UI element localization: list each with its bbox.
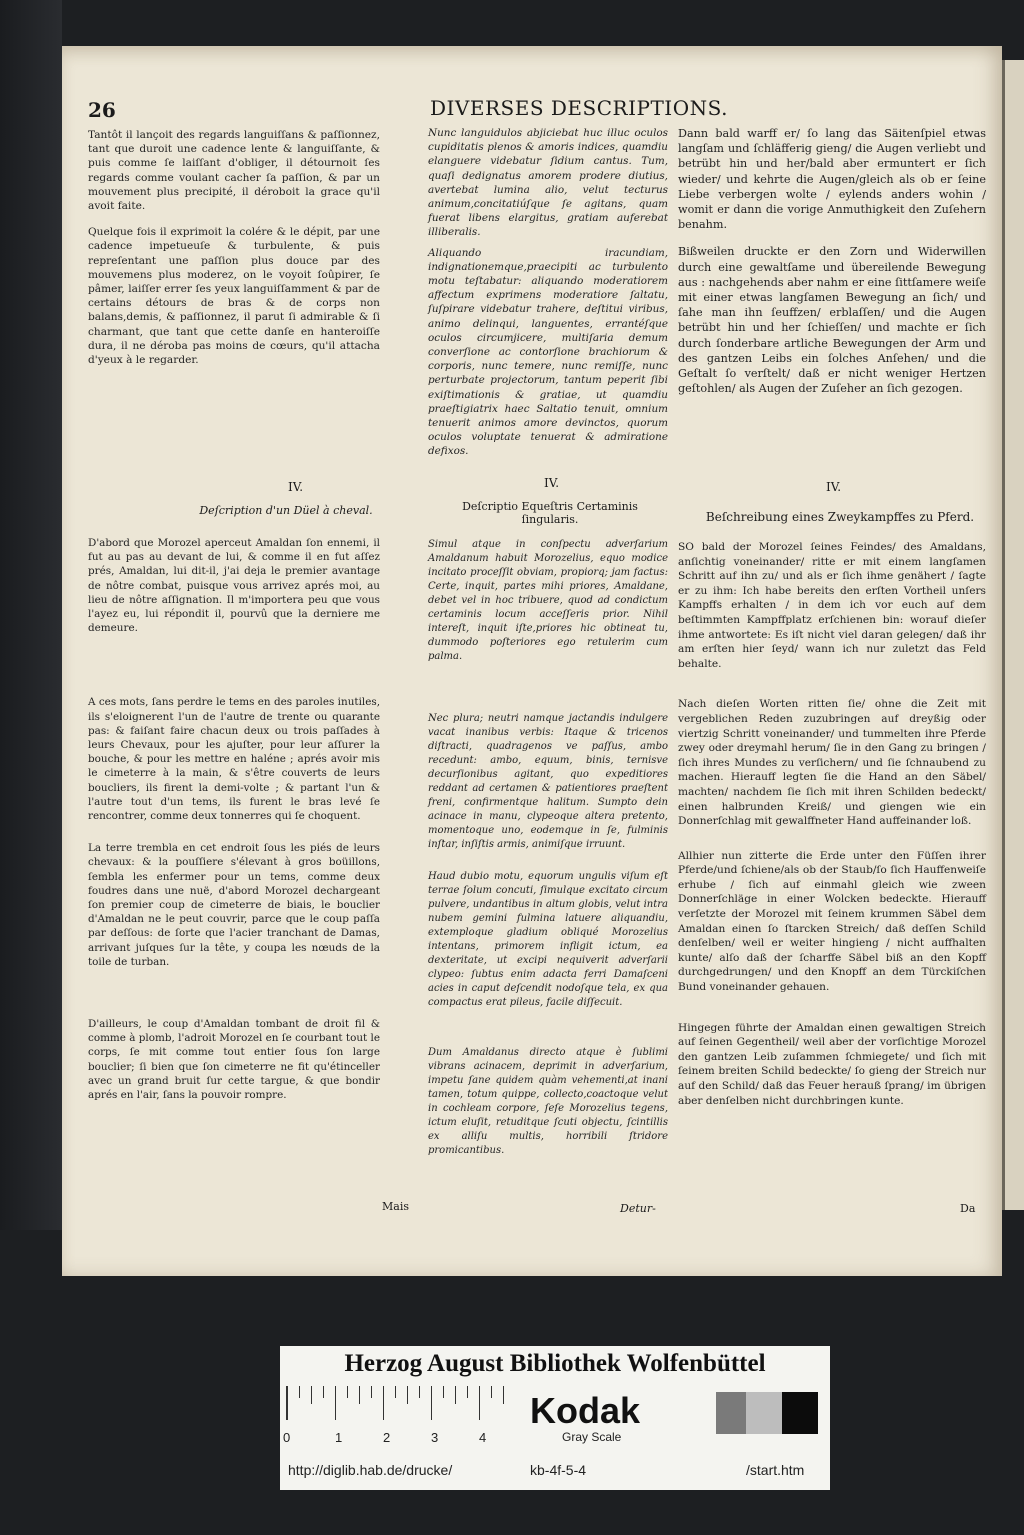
paragraph: D'ailleurs, le coup d'Amaldan tombant de droit fil & comme à plomb, l'adroit Morozel en ſe courbant tout le corps, ſe mit comme tout entier ſous ſon large bouclier; ſi bien que ſon cimeterre ne fit qu'étinceller avec un grand bruit ſur cette targue, & que bondir aprés en l'air, ſans la pouvoir rompre. bbox=[88, 1018, 380, 1102]
catchword-la: Detur- bbox=[620, 1202, 656, 1215]
section-numeral-la: IV. bbox=[544, 476, 560, 490]
running-title: DIVERSES DESCRIPTIONS. bbox=[430, 96, 728, 120]
fr-col-section2 bbox=[88, 536, 380, 1102]
scale-number: 4 bbox=[479, 1430, 487, 1445]
paragraph: Dum Amaldanus directo atque è ſublimi vibrans acinacem, deprimit in adverſarium, impetu ſane quidem quàm vehementi,at inani tamen, totum quippe, collecto,coactoque velut in cochleam corpore, ſeſe Morozelius tegens, ictum eluſit, retuditque ſcuti objectu, ſcintillis ex alliſu multis, horribili ſtridore promicantibus. bbox=[428, 1047, 668, 1156]
la-col-section2 bbox=[428, 538, 668, 1158]
paragraph: Haud dubio motu, equorum ungulis viſum eſt terrae ſolum concuti, ſimulque excitato circum pulvere, undantibus in altum globis, velut intra nubem gemini fulmina latuere aliquandiu, extemploque gladium obliqué Morozelius intentans, primorem infligit ictum, ea dexteritate, ut excipi nequiverit adverſarii clypeo: ſubtus enim adacta ferri Damaſceni acies in caput deſcendit nodoſque tela, ex qua compactus erat pileus, facile diſſecuit. bbox=[428, 871, 668, 1008]
paragraph: A ces mots, ſans perdre le tems en des paroles inutiles, ils s'eloignerent l'un de l'autre de trente ou quarante pas: & faiſant faire chacun deux ou trois paſſades à leurs Chevaux, pour les ajuſter, pour leur aſſurer la bouche, & pour les mettre en haléne ; aprés avoir mis le cimeterre à la main, & s'être couverts de leurs boucliers, ils firent la demi-volte ; & partant l'un & l'autre tout d'un tems, ils furent le bras levé ſe rencontrer, comme deux tonnerres qui ſe choquent. bbox=[88, 696, 380, 823]
paragraph: Nach dieſen Worten ritten ſie/ ohne die Zeit mit vergeblichen Reden zuzubringen auf dreyßig oder viertzig Schritt voneinander/ und tummelten ihre Pferde zwey oder dreymahl herum/ ſie in den Gang zu bringen / ſich ihres Mundes zu verſichern/ und ſie ſchnaubend zu machen. Hierauff legten ſie die Hand an den Säbel/ machten/ nachdem ſie ſich mit ihren Schilden bedeckt/ einen halbrunden Kreiß/ und giengen wie ein Donnerſchlag mit gewalffneter Hand auffeinander loß. bbox=[678, 698, 986, 828]
fr-col-section1 bbox=[88, 128, 380, 367]
scale-number: 2 bbox=[383, 1430, 391, 1445]
paragraph: Tantôt il lançoit des regards languiſſans & paſſionnez, tant que duroit une cadence lente & languiſſante, & puis comme ſe laiſſant d'obliger, il détournoit ſes regards comme voulant cacher ſa paſſion, & par un mouvement plus precipité, il déroboit la grace qu'il avoit faite. bbox=[88, 129, 380, 213]
paragraph: D'abord que Morozel aperceut Amaldan ſon ennemi, il fut au pas au devant de lui, & comme il en fut aſſez prés, Amaldan, lui dit-il, j'ai deja le premier avantage de nôtre combat, puisque vous arrivez aprés moi, au lieu de nôtre aſſignation. Il m'importera peu que vous l'ayez eu, lui répondit il, pourvû que la derniere me demeure. bbox=[88, 537, 380, 635]
library-calibration-target bbox=[280, 1346, 830, 1490]
scale-number: 3 bbox=[431, 1430, 439, 1445]
paragraph: Quelque fois il exprimoit la colére & le dépit, par une cadence impetueuſe & turbulente, & puis repreſentant une paſſion plus douce par des mouvemens plus moderez, on le voyoit ſoûpirer, ſe pâmer, laiſſer errer ſes yeux languiſſamment & par de certains détours de bras & de corps non balans,demis, & paſſionnez, il parut ſi admirable & ſi charmant, que tant que cette danſe en hanteroiſſe dura, il ne déroba pas moins de cœurs, qu'il attacha d'yeux à le regarder. bbox=[88, 226, 380, 367]
section-title-la: Deſcriptio Equeſtris Certaminis ſingularis. bbox=[462, 500, 638, 526]
gray-swatch-dark bbox=[716, 1392, 746, 1434]
kodak-logo: Kodak bbox=[530, 1390, 641, 1431]
scale-number: 0 bbox=[283, 1430, 291, 1445]
catchword-de: Da bbox=[960, 1202, 976, 1215]
section-numeral-de: IV. bbox=[826, 480, 842, 494]
section-title-fr: Deſcription d'un Düel à cheval. bbox=[199, 504, 373, 517]
shelfmark: kb-4f-5-4 bbox=[530, 1462, 587, 1478]
paragraph: Nunc languidulos abjiciebat huc illuc oculos cupiditatis plenos & amoris indices, quamdiu elanguere videbatur ſidium cantus. Tum, quaſi dedignatus amorem prodere diutius, avertebat lumina alio, velut tecturus animum,concitatiúſque ſe agitans, quam fuerat libens elargitus, gratiam auferebat illiberalis. bbox=[428, 127, 668, 239]
paragraph: Hingegen führte der Amaldan einen gewaltigen Streich auf ſeinen Gegentheil/ weil aber der vorſichtige Morozel den gantzen Leib zuſammen ſchmiegete/ und ſich mit ſeinem breiten Schild bedeckte/ ſo gieng der Streich nur auf den Schild/ daß das Feuer herauß ſprang/ im übrigen aber denſelben nicht durchbringen kunte. bbox=[678, 1021, 986, 1107]
catchword-fr: Mais bbox=[382, 1200, 409, 1213]
gray-scale-label: Gray Scale bbox=[562, 1430, 622, 1444]
de-col-section2 bbox=[678, 540, 986, 1108]
paragraph: Dann bald warff er/ ſo lang das Säitenſpiel etwas langſam und ſchläfferig gieng/ die Augen verliebt und betrübt hin und her/bald aber ermuntert er ſich wieder/ und kehrte die Augen/gleich als ob er ſeine Liebe verbergen wolte / eylends anders wohin / womit er dann die vorige Anmuthigkeit den Zuſehern benahm. bbox=[678, 127, 986, 232]
next-page-edge bbox=[1002, 60, 1024, 1210]
scale-number: 1 bbox=[335, 1430, 343, 1445]
de-col-section1 bbox=[678, 126, 986, 396]
paragraph: Bißweilen druckte er den Zorn und Widerwillen durch eine gewaltſame und übereilende Bewegung aus : nachgehends aber nahm er eine ſittſamere weiſe mit einer etwas langſamen Bewegung an ſich/ und ſahe man ihn ſeuffzen/ erblaſſen/ und die Augen betrübt hin und her ſchieſſen/ und machte er ſich durch ſonderbare artliche Bewegungen der Arm und des gantzen Leibs ein ſolches Anſehen/ und die Geſtalt ſo verſtelt/ daß er nicht weniger Hertzen geſtohlen/ als Augen der Zuſeher an ſich gezogen. bbox=[678, 245, 986, 396]
gray-swatch-black bbox=[782, 1392, 818, 1434]
paragraph: SO bald der Morozel ſeines Feindes/ des Amaldans, anſichtig voneinander/ ritte er mit einem langſamen Schritt auf ihn zu/ und als er ſich ihme genähert / ſagte er zu ihm: Ich habe bereits den erſten Vortheil unſers Kampffs erhalten / in dem ich vor euch auf dem beſtimmten Kampffplatz erſchienen bin: worauf dieſer ihme antwortete: Es iſt nicht viel daran gelegen/ daß ihr am erſten hier ſeyd/ wann ich nur zuletzt das Feld behalte. bbox=[678, 541, 986, 670]
page-number: 26 bbox=[88, 98, 116, 122]
paragraph: Nec plura; neutri namque jactandis indulgere vacat inanibus verbis: Itaque & tricenos diſtracti, quadragenos ve paſſus, ambo recedunt: ambo, equum, binis, ternisve decurſionibus agitant, quo expeditiores reddant ad certamen & patientiores praeſtent freni, confirmentque halitum. Sumpto dein acinace in manu, clypeoque altera pretento, momentoque uno, eodemque in ſe, fulminis inſtar, inſiſtis armis, animiſque irruunt. bbox=[428, 713, 668, 850]
paragraph: Aliquando iracundiam, indignationemque,praecipiti ac turbulento motu teſtabatur: aliquando moderatiorem affectum exprimens moderatiore ſaltatu, ſuſpirare videbatur trahere, deſtitui viribus, animo delinqui, languentes, errantéſque oculos circumjicere, multiſaria demum converſione ac contorſione brachiorum & corporis, nunc temere, nunc remiſſe, nunc perturbate projectorum, tantum peperit ſibi exiſtimationis & gratiae, ut quamdiu praeſtigiatrix haec Saltatio tenuit, omnium tenuerit animos amore devinctos, quorum oculos voluptate tenuerat & admiratione defixos. bbox=[428, 246, 668, 458]
scan-background bbox=[0, 0, 62, 1230]
gray-swatch-light bbox=[746, 1392, 782, 1434]
la-col-section1 bbox=[428, 126, 668, 459]
paragraph: Simul atque in conſpectu adverſarium Amaldanum habuit Morozelius, equo modice incitato proceſſit obviam, propiorq; jam factus: Certe, inquit, partes mihi priores, Amaldane, debet vel in hoc tribuere, quod ad condictum certaminis locum acceſſeris prior. Nihil intereſt, inquit iſte,priores hic obtineat tu, dummodo poſteriores ego retulerim cum palma. bbox=[428, 539, 668, 662]
paragraph: La terre trembla en cet endroit ſous les piés de leurs chevaux: & la pouſſiere s'élevant à gros boüillons, ſembla les enfermer pour un tems, comme deux foudres dans une nuë, d'abord Morozel dechargeant ſon premier coup de cimeterre de biais, le bouclier d'Amaldan ne le peut couvrir, parce que le coup paſſa par deſſous: de ſorte que l'acier tranchant de Damas, arrivant juſques ſur la tête, y coupa les nœuds de la toile de turban. bbox=[88, 842, 380, 968]
section-numeral-fr: IV. bbox=[288, 480, 304, 494]
paragraph: Allhier nun zitterte die Erde unter den Füſſen ihrer Pferde/und ſchiene/als ob der Staub/ſo ſich Hauffenweiſe erhube / ſich auf einmahl gleich wie zween Donnerſchläge in einer Wolcken bedeckte. Hierauff verſetzte der Morozel mit ſeinem krummen Säbel dem Amaldan einen ſo ſtarcken Streich/ daß deſſen Schild denſelben/ weil er weiter hingieng / nicht auffhalten kunte/ alſo daß der ſcharffe Säbel biß an den Kopff durchgedrungen/ und den Knopff an dem Türckiſchen Bund voneinander gehauen. bbox=[678, 849, 986, 994]
ruler bbox=[286, 1386, 519, 1420]
library-url: http://diglib.hab.de/drucke/ bbox=[288, 1462, 453, 1478]
start-link: /start.htm bbox=[746, 1462, 805, 1478]
section-title-de: Beſchreibung eines Zweykampffes zu Pferd. bbox=[705, 510, 975, 524]
library-name: Herzog August Bibliothek Wolfenbüttel bbox=[344, 1350, 766, 1377]
